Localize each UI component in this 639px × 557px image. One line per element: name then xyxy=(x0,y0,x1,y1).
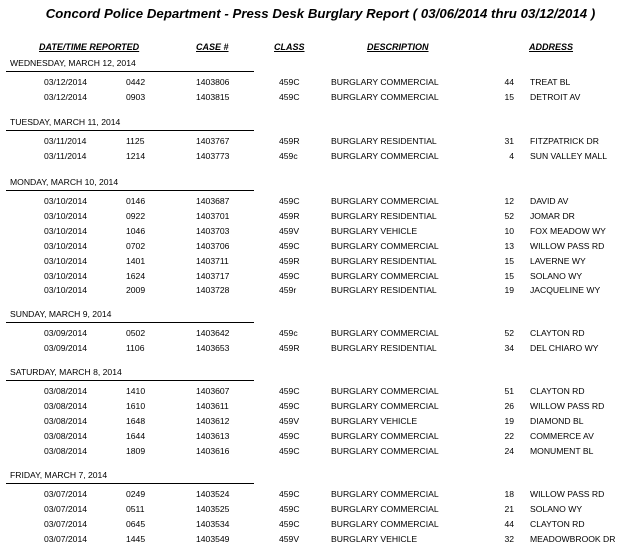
cell-case: 1403773 xyxy=(196,150,230,161)
cell-date: 03/08/2014 xyxy=(44,430,88,441)
table-row xyxy=(0,136,639,151)
day-divider xyxy=(6,71,254,72)
cell-case: 1403525 xyxy=(196,503,230,514)
cell-class: 459R xyxy=(279,136,300,146)
cell-time: 0511 xyxy=(126,503,145,514)
cell-case: 1403611 xyxy=(196,400,229,411)
cell-class: 459c xyxy=(279,328,298,338)
table-row xyxy=(0,446,639,461)
cell-num: 31 xyxy=(504,136,514,146)
cell-class: 459c xyxy=(279,150,298,161)
cell-time: 0249 xyxy=(126,489,146,499)
cell-street: TREAT BL xyxy=(530,77,571,87)
cell-time: 0702 xyxy=(126,240,146,251)
cell-class: 459V xyxy=(279,533,300,544)
cell-time: 1401 xyxy=(126,255,146,266)
cell-desc: BURGLARY COMMERCIAL xyxy=(331,196,439,206)
cell-desc: BURGLARY COMMERCIAL xyxy=(331,91,439,102)
cell-date: 03/11/2014 xyxy=(44,136,87,146)
cell-desc: BURGLARY VEHICLE xyxy=(331,415,418,426)
cell-time: 0922 xyxy=(126,210,146,221)
table-row xyxy=(0,386,639,401)
day-heading: WEDNESDAY, MARCH 12, 2014 xyxy=(10,58,136,68)
cell-desc: BURGLARY VEHICLE xyxy=(331,533,418,544)
cell-num: 26 xyxy=(504,400,514,411)
cell-desc: BURGLARY COMMERCIAL xyxy=(331,270,439,281)
cell-desc: BURGLARY COMMERCIAL xyxy=(331,240,439,251)
cell-class: 459R xyxy=(279,342,300,353)
cell-street: WILLOW PASS RD xyxy=(530,240,605,251)
cell-desc: BURGLARY RESIDENTIAL xyxy=(331,285,437,296)
cell-date: 03/10/2014 xyxy=(44,196,88,206)
cell-time: 0146 xyxy=(126,196,146,206)
table-row xyxy=(0,489,639,504)
cell-street: DETROIT AV xyxy=(530,91,581,102)
cell-street: MEADOWBROOK DR xyxy=(530,533,616,544)
table-row xyxy=(0,285,639,300)
cell-num: 22 xyxy=(504,430,514,441)
cell-num: 13 xyxy=(504,240,514,251)
cell-desc: BURGLARY COMMERCIAL xyxy=(331,430,439,441)
report-title: Concord Police Department - Press Desk Burglary Report ( 03/06/2014 thru 03/12/2014 ) xyxy=(45,6,596,21)
cell-date: 03/07/2014 xyxy=(44,518,88,529)
cell-desc: BURGLARY RESIDENTIAL xyxy=(331,136,437,146)
cell-case: 1403806 xyxy=(196,77,230,87)
table-row xyxy=(0,431,639,446)
cell-time: 1644 xyxy=(126,430,146,441)
cell-time: 0442 xyxy=(126,77,146,87)
table-row xyxy=(0,211,639,226)
cell-time: 1648 xyxy=(126,415,146,426)
cell-street: CLAYTON RD xyxy=(530,328,585,338)
cell-num: 34 xyxy=(504,342,514,353)
cell-case: 1403711 xyxy=(196,255,229,266)
cell-case: 1403687 xyxy=(196,196,230,206)
table-row xyxy=(0,328,639,343)
table-row xyxy=(0,504,639,519)
day-divider xyxy=(6,322,254,323)
cell-class: 459C xyxy=(279,400,300,411)
cell-case: 1403815 xyxy=(196,91,230,102)
cell-street: FOX MEADOW WY xyxy=(530,225,606,236)
cell-class: 459C xyxy=(279,270,300,281)
cell-time: 1106 xyxy=(126,342,145,353)
cell-class: 459C xyxy=(279,196,300,206)
day-heading: SATURDAY, MARCH 8, 2014 xyxy=(10,367,122,377)
cell-date: 03/08/2014 xyxy=(44,415,88,426)
cell-num: 21 xyxy=(504,503,514,514)
cell-class: 459V xyxy=(279,415,300,426)
cell-desc: BURGLARY VEHICLE xyxy=(331,225,418,236)
cell-date: 03/10/2014 xyxy=(44,210,88,221)
cell-date: 03/10/2014 xyxy=(44,225,88,236)
cell-num: 52 xyxy=(504,328,514,338)
cell-date: 03/08/2014 xyxy=(44,386,88,396)
cell-case: 1403653 xyxy=(196,342,230,353)
cell-street: LAVERNE WY xyxy=(530,255,586,266)
cell-date: 03/08/2014 xyxy=(44,445,88,456)
cell-class: 459r xyxy=(279,285,297,296)
cell-time: 1445 xyxy=(126,533,146,544)
cell-class: 459C xyxy=(279,503,300,514)
cell-num: 19 xyxy=(504,285,514,296)
cell-class: 459C xyxy=(279,430,300,441)
cell-num: 19 xyxy=(504,415,514,426)
cell-class: 459C xyxy=(279,386,300,396)
cell-num: 52 xyxy=(504,210,514,221)
table-row xyxy=(0,77,639,92)
cell-class: 459C xyxy=(279,518,300,529)
cell-street: DIAMOND BL xyxy=(530,415,584,426)
cell-num: 15 xyxy=(504,91,514,102)
cell-street: SOLANO WY xyxy=(530,503,583,514)
cell-case: 1403767 xyxy=(196,136,230,146)
cell-case: 1403607 xyxy=(196,386,230,396)
cell-class: 459V xyxy=(279,225,300,236)
cell-street: CLAYTON RD xyxy=(530,386,585,396)
cell-case: 1403616 xyxy=(196,445,230,456)
cell-date: 03/12/2014 xyxy=(44,91,88,102)
table-row xyxy=(0,519,639,534)
cell-desc: BURGLARY COMMERCIAL xyxy=(331,518,439,529)
cell-num: 15 xyxy=(504,255,514,266)
table-row xyxy=(0,226,639,241)
cell-date: 03/10/2014 xyxy=(44,240,88,251)
cell-desc: BURGLARY COMMERCIAL xyxy=(331,400,439,411)
cell-date: 03/12/2014 xyxy=(44,77,88,87)
cell-num: 51 xyxy=(504,386,514,396)
cell-case: 1403706 xyxy=(196,240,230,251)
cell-time: 1610 xyxy=(126,400,146,411)
cell-time: 1214 xyxy=(126,150,146,161)
day-heading: TUESDAY, MARCH 11, 2014 xyxy=(10,117,121,127)
cell-desc: BURGLARY RESIDENTIAL xyxy=(331,342,437,353)
table-row xyxy=(0,534,639,549)
cell-desc: BURGLARY COMMERCIAL xyxy=(331,386,439,396)
cell-num: 4 xyxy=(509,150,514,161)
table-row xyxy=(0,343,639,358)
cell-class: 459R xyxy=(279,210,300,221)
cell-num: 15 xyxy=(504,270,514,281)
cell-time: 1624 xyxy=(126,270,146,281)
column-header-date-time: DATE/TIME REPORTED xyxy=(39,42,140,52)
cell-desc: BURGLARY RESIDENTIAL xyxy=(331,210,437,221)
cell-case: 1403612 xyxy=(196,415,230,426)
cell-case: 1403717 xyxy=(196,270,230,281)
cell-num: 10 xyxy=(504,225,514,236)
table-row xyxy=(0,241,639,256)
cell-street: SOLANO WY xyxy=(530,270,583,281)
cell-case: 1403701 xyxy=(196,210,230,221)
cell-num: 32 xyxy=(504,533,514,544)
cell-desc: BURGLARY COMMERCIAL xyxy=(331,445,439,456)
day-divider xyxy=(6,190,254,191)
day-heading: MONDAY, MARCH 10, 2014 xyxy=(10,177,119,187)
cell-class: 459C xyxy=(279,445,300,456)
day-divider xyxy=(6,483,254,484)
cell-date: 03/10/2014 xyxy=(44,255,88,266)
table-row xyxy=(0,416,639,431)
cell-street: CLAYTON RD xyxy=(530,518,585,529)
column-header-case: CASE # xyxy=(196,42,229,52)
column-header-class: CLASS xyxy=(274,42,305,52)
cell-date: 03/10/2014 xyxy=(44,285,88,296)
cell-time: 1809 xyxy=(126,445,146,456)
cell-street: FITZPATRICK DR xyxy=(530,136,599,146)
cell-desc: BURGLARY COMMERCIAL xyxy=(331,489,439,499)
cell-date: 03/09/2014 xyxy=(44,342,88,353)
cell-desc: BURGLARY COMMERCIAL xyxy=(331,503,439,514)
cell-class: 459C xyxy=(279,240,300,251)
cell-desc: BURGLARY COMMERCIAL xyxy=(331,328,439,338)
cell-street: MONUMENT BL xyxy=(530,445,594,456)
cell-case: 1403613 xyxy=(196,430,230,441)
cell-case: 1403534 xyxy=(196,518,230,529)
cell-num: 12 xyxy=(504,196,514,206)
cell-street: JOMAR DR xyxy=(530,210,575,221)
cell-case: 1403524 xyxy=(196,489,230,499)
day-divider xyxy=(6,130,254,131)
cell-date: 03/10/2014 xyxy=(44,270,88,281)
cell-class: 459C xyxy=(279,77,300,87)
cell-street: JACQUELINE WY xyxy=(530,285,601,296)
cell-street: DEL CHIARO WY xyxy=(530,342,599,353)
cell-street: DAVID AV xyxy=(530,196,569,206)
table-row xyxy=(0,151,639,166)
cell-num: 44 xyxy=(504,518,514,529)
cell-street: COMMERCE AV xyxy=(530,430,594,441)
cell-street: WILLOW PASS RD xyxy=(530,489,605,499)
cell-date: 03/08/2014 xyxy=(44,400,88,411)
cell-date: 03/09/2014 xyxy=(44,328,88,338)
day-divider xyxy=(6,380,254,381)
cell-class: 459R xyxy=(279,255,300,266)
cell-desc: BURGLARY COMMERCIAL xyxy=(331,150,439,161)
cell-street: WILLOW PASS RD xyxy=(530,400,605,411)
table-row xyxy=(0,196,639,211)
table-row xyxy=(0,256,639,271)
cell-num: 44 xyxy=(504,77,514,87)
cell-time: 0903 xyxy=(126,91,146,102)
cell-num: 24 xyxy=(504,445,514,456)
cell-street: SUN VALLEY MALL xyxy=(530,150,608,161)
cell-case: 1403549 xyxy=(196,533,230,544)
cell-case: 1403703 xyxy=(196,225,230,236)
column-header-description: DESCRIPTION xyxy=(367,42,429,52)
cell-case: 1403728 xyxy=(196,285,230,296)
cell-class: 459C xyxy=(279,91,300,102)
cell-desc: BURGLARY COMMERCIAL xyxy=(331,77,439,87)
cell-date: 03/07/2014 xyxy=(44,533,88,544)
day-heading: FRIDAY, MARCH 7, 2014 xyxy=(10,470,108,480)
cell-time: 1125 xyxy=(126,136,145,146)
column-header-address: ADDRESS xyxy=(529,42,574,52)
table-row xyxy=(0,271,639,286)
cell-case: 1403642 xyxy=(196,328,230,338)
cell-class: 459C xyxy=(279,489,300,499)
cell-num: 18 xyxy=(504,489,514,499)
cell-date: 03/11/2014 xyxy=(44,150,87,161)
table-row xyxy=(0,401,639,416)
cell-time: 0645 xyxy=(126,518,146,529)
cell-desc: BURGLARY RESIDENTIAL xyxy=(331,255,437,266)
cell-time: 1046 xyxy=(126,225,146,236)
cell-time: 0502 xyxy=(126,328,146,338)
cell-date: 03/07/2014 xyxy=(44,489,88,499)
day-heading: SUNDAY, MARCH 9, 2014 xyxy=(10,309,112,319)
cell-time: 2009 xyxy=(126,285,146,296)
cell-date: 03/07/2014 xyxy=(44,503,88,514)
cell-time: 1410 xyxy=(126,386,146,396)
table-row xyxy=(0,92,639,107)
